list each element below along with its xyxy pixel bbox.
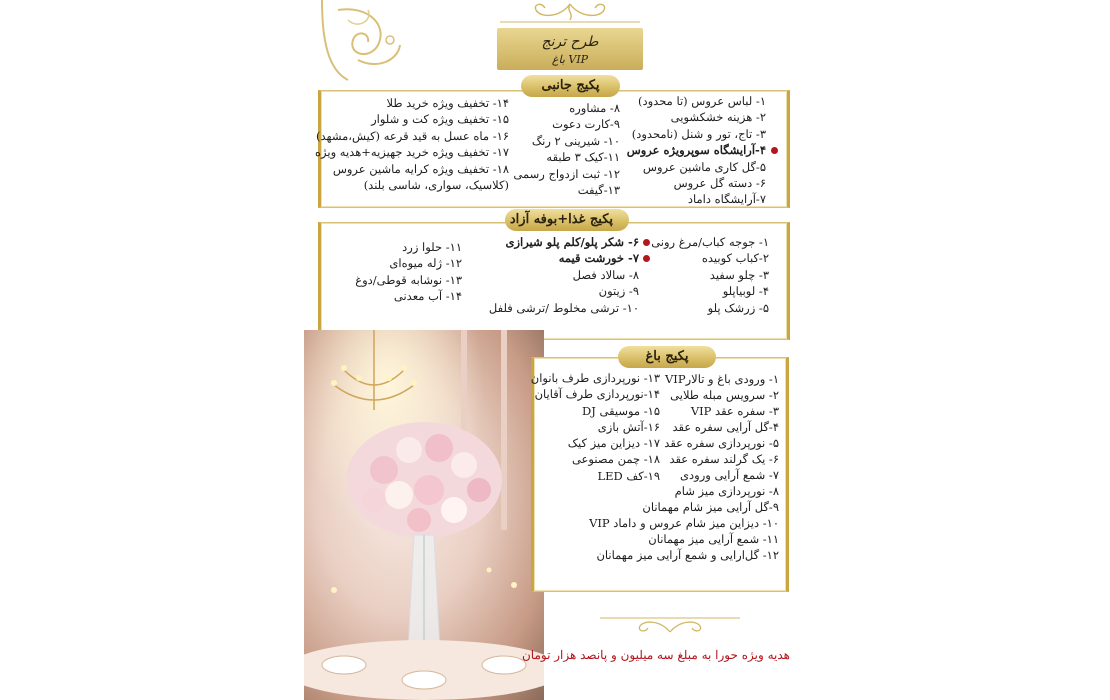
- list-item: ۱- لباس عروس (تا محدود): [638, 94, 766, 108]
- list-item: ۱۴-نورپردازی طرف آقایان: [534, 387, 660, 402]
- list-item: ۱۳- نورپردازی طرف بانوان: [530, 371, 660, 385]
- list-item: ۸- مشاوره: [569, 101, 620, 115]
- list-item: ۷-آرایشگاه داماد: [687, 192, 766, 207]
- swirl-ornament-icon: [318, 0, 408, 90]
- list-item: ۹- زیتون: [598, 284, 639, 299]
- list-item: ۱۹-کف LED: [597, 468, 660, 483]
- list-item: ۱۲- گل‌ارایی و شمع آرایی میز مهمانان: [596, 548, 779, 562]
- list-item: ۱۷- دیزاین میز کیک: [567, 436, 660, 451]
- list-item: ۱۲- ژله میوه‌ای: [389, 256, 462, 271]
- list-item: ۱۸- چمن مصنوعی: [571, 452, 660, 467]
- list-item: ۷- خورشت قیمه: [558, 251, 639, 266]
- list-item: ۳- تاج، تور و شنل (نامحدود): [631, 126, 766, 141]
- list-item: ۱۲- ثبت ازدواج رسمی: [513, 166, 620, 181]
- food-package-col-right: [651, 234, 769, 316]
- list-item: ۴-آرایشگاه سوپرویژه عروس: [626, 143, 766, 158]
- list-item: ۱۸- تخفیف ویژه کرایه ماشین عروس: [332, 161, 509, 176]
- list-item: ۱۰- دیزاین میز شام عروس و داماد VIP: [589, 516, 779, 530]
- list-item: (کلاسیک، سواری، شاسی بلند): [363, 178, 509, 193]
- list-item: ۱۱- حلوا زرد: [402, 240, 462, 254]
- list-item: ۵- زرشک پلو: [707, 300, 769, 315]
- list-item: ۱۴- آب معدنی: [393, 289, 462, 304]
- list-item: ۶- شکر پلو/کلم پلو شیرازی: [505, 235, 639, 249]
- list-item: ۸- سالاد فصل: [572, 267, 639, 282]
- header-ornament-icon: [500, 0, 640, 26]
- food-package-col-mid: [489, 234, 639, 316]
- list-item: ۱۶- ماه عسل به قید قرعه (کیش،مشهد): [316, 128, 509, 143]
- highlight-dot-icon: [771, 147, 778, 154]
- list-item: ۴- لوبیاپلو: [722, 284, 769, 299]
- food-package-col-left: [355, 239, 462, 305]
- list-item: ۵- نورپردازی سفره عقد: [664, 436, 779, 450]
- page-title: طرح ترنج: [541, 34, 599, 50]
- side-package-col-right: [627, 93, 766, 208]
- list-item: ۱۵- تخفیف ویژه کت و شلوار: [371, 112, 509, 127]
- side-package-col-left: [315, 95, 509, 193]
- list-item: ۱- ورودی باغ و تالارVIP: [664, 372, 779, 386]
- list-item: ۱۴- تخفیف ویژه خرید طلا: [386, 96, 509, 110]
- list-item: ۱۱- شمع آرایی میز مهمانان: [648, 532, 779, 546]
- list-item: ۸- نورپردازی میز شام: [674, 484, 779, 498]
- highlight-dot-icon: [643, 239, 650, 246]
- side-package-col-mid: [513, 100, 620, 198]
- list-item: ۶- یک گرلند سفره عقد: [669, 452, 779, 466]
- list-item: ۳- سفره عقد VIP: [690, 404, 779, 418]
- list-item: ۳- چلو سفید: [709, 267, 769, 282]
- list-item: ۱۶-آتش بازی: [597, 419, 660, 434]
- list-item: ۶- دسته گل عروس: [673, 176, 766, 191]
- list-item: ۹-گل آرایی میز شام مهمانان: [642, 500, 779, 514]
- list-item: ۲- سرویس مبله طلایی: [670, 388, 779, 402]
- list-item: ۱۰- شیرینی ۲ رنگ: [531, 133, 620, 148]
- page-subtitle: باغ VIP: [551, 53, 589, 66]
- list-item: ۱۱-کیک ۳ طبقه: [546, 150, 620, 165]
- list-item: ۱۳- نوشابه قوطی/دوغ: [355, 272, 462, 287]
- wedding-table-photo: [304, 330, 544, 700]
- list-item: ۲-کباب کوبیده: [701, 251, 769, 266]
- list-item: ۱۵- موسیقی DJ: [581, 403, 660, 418]
- garden-package-title: پکیج باغ: [618, 346, 716, 368]
- garden-package-col-left: [531, 370, 660, 484]
- list-item: ۱۷- تخفیف ویژه خرید جهیزیه+هدیه ویژه: [315, 145, 509, 160]
- side-package-title: پکیج جانبی: [521, 75, 620, 97]
- food-package-title: پکیج غذا+بوفه آزاد: [505, 209, 629, 231]
- title-plate: [497, 28, 643, 70]
- footer-ornament-icon: [600, 612, 740, 636]
- list-item: ۹-کارت دعوت: [552, 117, 620, 132]
- list-item: ۴-گل آرایی سفره عقد: [672, 420, 779, 434]
- gift-note: هدیه ویژه حورا به مبلغ سه میلیون و پانصد هزار تومان: [521, 648, 790, 662]
- list-item: ۵-گل کاری ماشین عروس: [642, 159, 766, 174]
- list-item: ۱۳-گیفت: [577, 183, 620, 198]
- list-item: ۱- جوجه کباب/مرغ رونی: [651, 235, 769, 249]
- list-item: ۷- شمع آرایی ورودی: [680, 468, 779, 482]
- list-item: ۱۰- ترشی مخلوط /ترشی فلفل: [488, 300, 639, 315]
- highlight-dot-icon: [643, 255, 650, 262]
- list-item: ۲- هزینه خشکشویی: [670, 110, 766, 125]
- wedding-table-image: [304, 330, 544, 700]
